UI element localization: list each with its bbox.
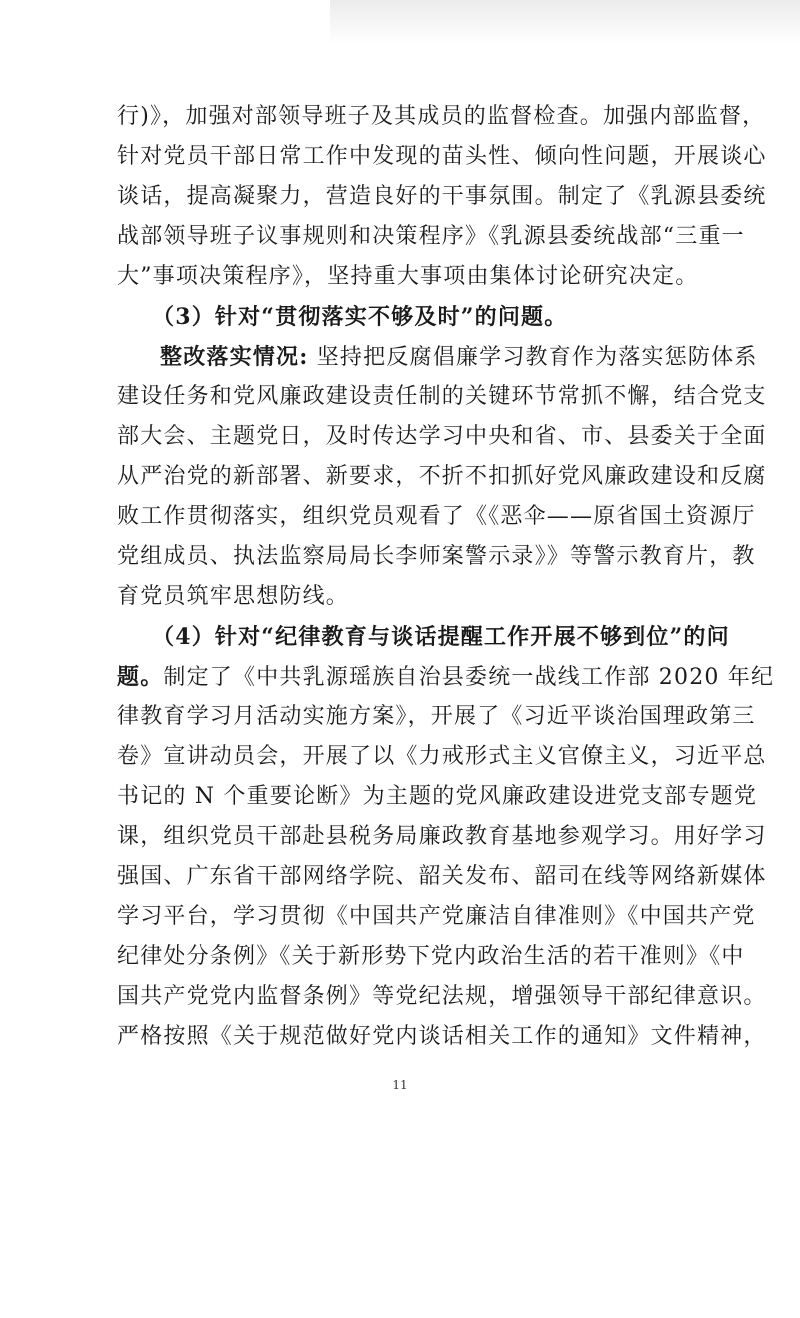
paragraph-4-first-text: 制定了《中共乳源瑶族自治县委统一战线工作部 2020 年纪 — [163, 665, 775, 690]
text-line: 部大会、主题党日，及时传达学习中央和省、市、县委关于全面 — [117, 424, 767, 449]
paragraph-4-label: 题。 — [117, 664, 164, 690]
text-line: 严格按照《关于规范做好党内谈话相关工作的通知》文件精神， — [117, 1024, 767, 1049]
paragraph-3-first-line — [160, 337, 758, 377]
scan-shadow — [330, 0, 800, 44]
paragraph-3-first-text: 坚持把反腐倡廉学习教育作为落实惩防体系 — [308, 345, 758, 370]
text-line: 战部领导班子议事规则和决策程序》《乳源县委统战部“三重一 — [117, 224, 745, 249]
text-line: 育党员筑牢思想防线。 — [117, 584, 350, 609]
text-line: 强国、广东省干部网络学院、韶关发布、韶司在线等网络新媒体 — [117, 864, 767, 889]
section-heading-3: （3）针对“贯彻落实不够及时”的问题。 — [152, 304, 568, 330]
text-line: 课，组织党员干部赴县税务局廉政教育基地参观学习。用好学习 — [117, 824, 767, 849]
paragraph-3-label: 整改落实情况: — [160, 344, 309, 370]
text-line: 谈话，提高凝聚力，营造良好的干事氛围。制定了《乳源县委统 — [117, 184, 767, 209]
text-line: 建设任务和党风廉政建设责任制的关键环节常抓不懈，结合党支 — [117, 384, 767, 409]
text-line: 国共产党党内监督条例》等党纪法规，增强领导干部纪律意识。 — [117, 984, 767, 1009]
text-line: 大”事项决策程序》，坚持重大事项由集体讨论研究决定。 — [117, 264, 699, 289]
paragraph-4-first-line — [117, 657, 775, 697]
text-line: 纪律处分条例》《关于新形势下党内政治生活的若干准则》《中 — [117, 944, 745, 969]
text-line: 党组成员、执法监察局局长李师案警示录》》等警示教育片，教 — [117, 544, 756, 569]
text-line: 针对党员干部日常工作中发现的苗头性、倾向性问题，开展谈心 — [117, 144, 767, 169]
text-line: 书记的 N 个重要论断》为主题的党风廉政建设进党支部专题党 — [117, 784, 758, 809]
text-line: 败工作贯彻落实，组织党员观看了《《恶伞——原省国土资源厅 — [117, 504, 756, 529]
text-line: 从严治党的新部署、新要求，不折不扣抓好党风廉政建设和反腐 — [117, 464, 767, 489]
text-line: 学习平台，学习贯彻《中国共产党廉洁自律准则》《中国共产党 — [117, 904, 756, 929]
section-heading-4: （4）针对“纪律教育与谈话提醒工作开展不够到位”的问 — [152, 624, 730, 650]
text-line: 行)》，加强对部领导班子及其成员的监督检查。加强内部监督， — [117, 104, 766, 129]
text-line: 卷》宣讲动员会，开展了以《力戒形式主义官僚主义，习近平总 — [117, 744, 767, 769]
text-line: 律教育学习月活动实施方案》，开展了《习近平谈治国理政第三 — [117, 704, 756, 729]
page-number: 11 — [392, 1078, 408, 1092]
